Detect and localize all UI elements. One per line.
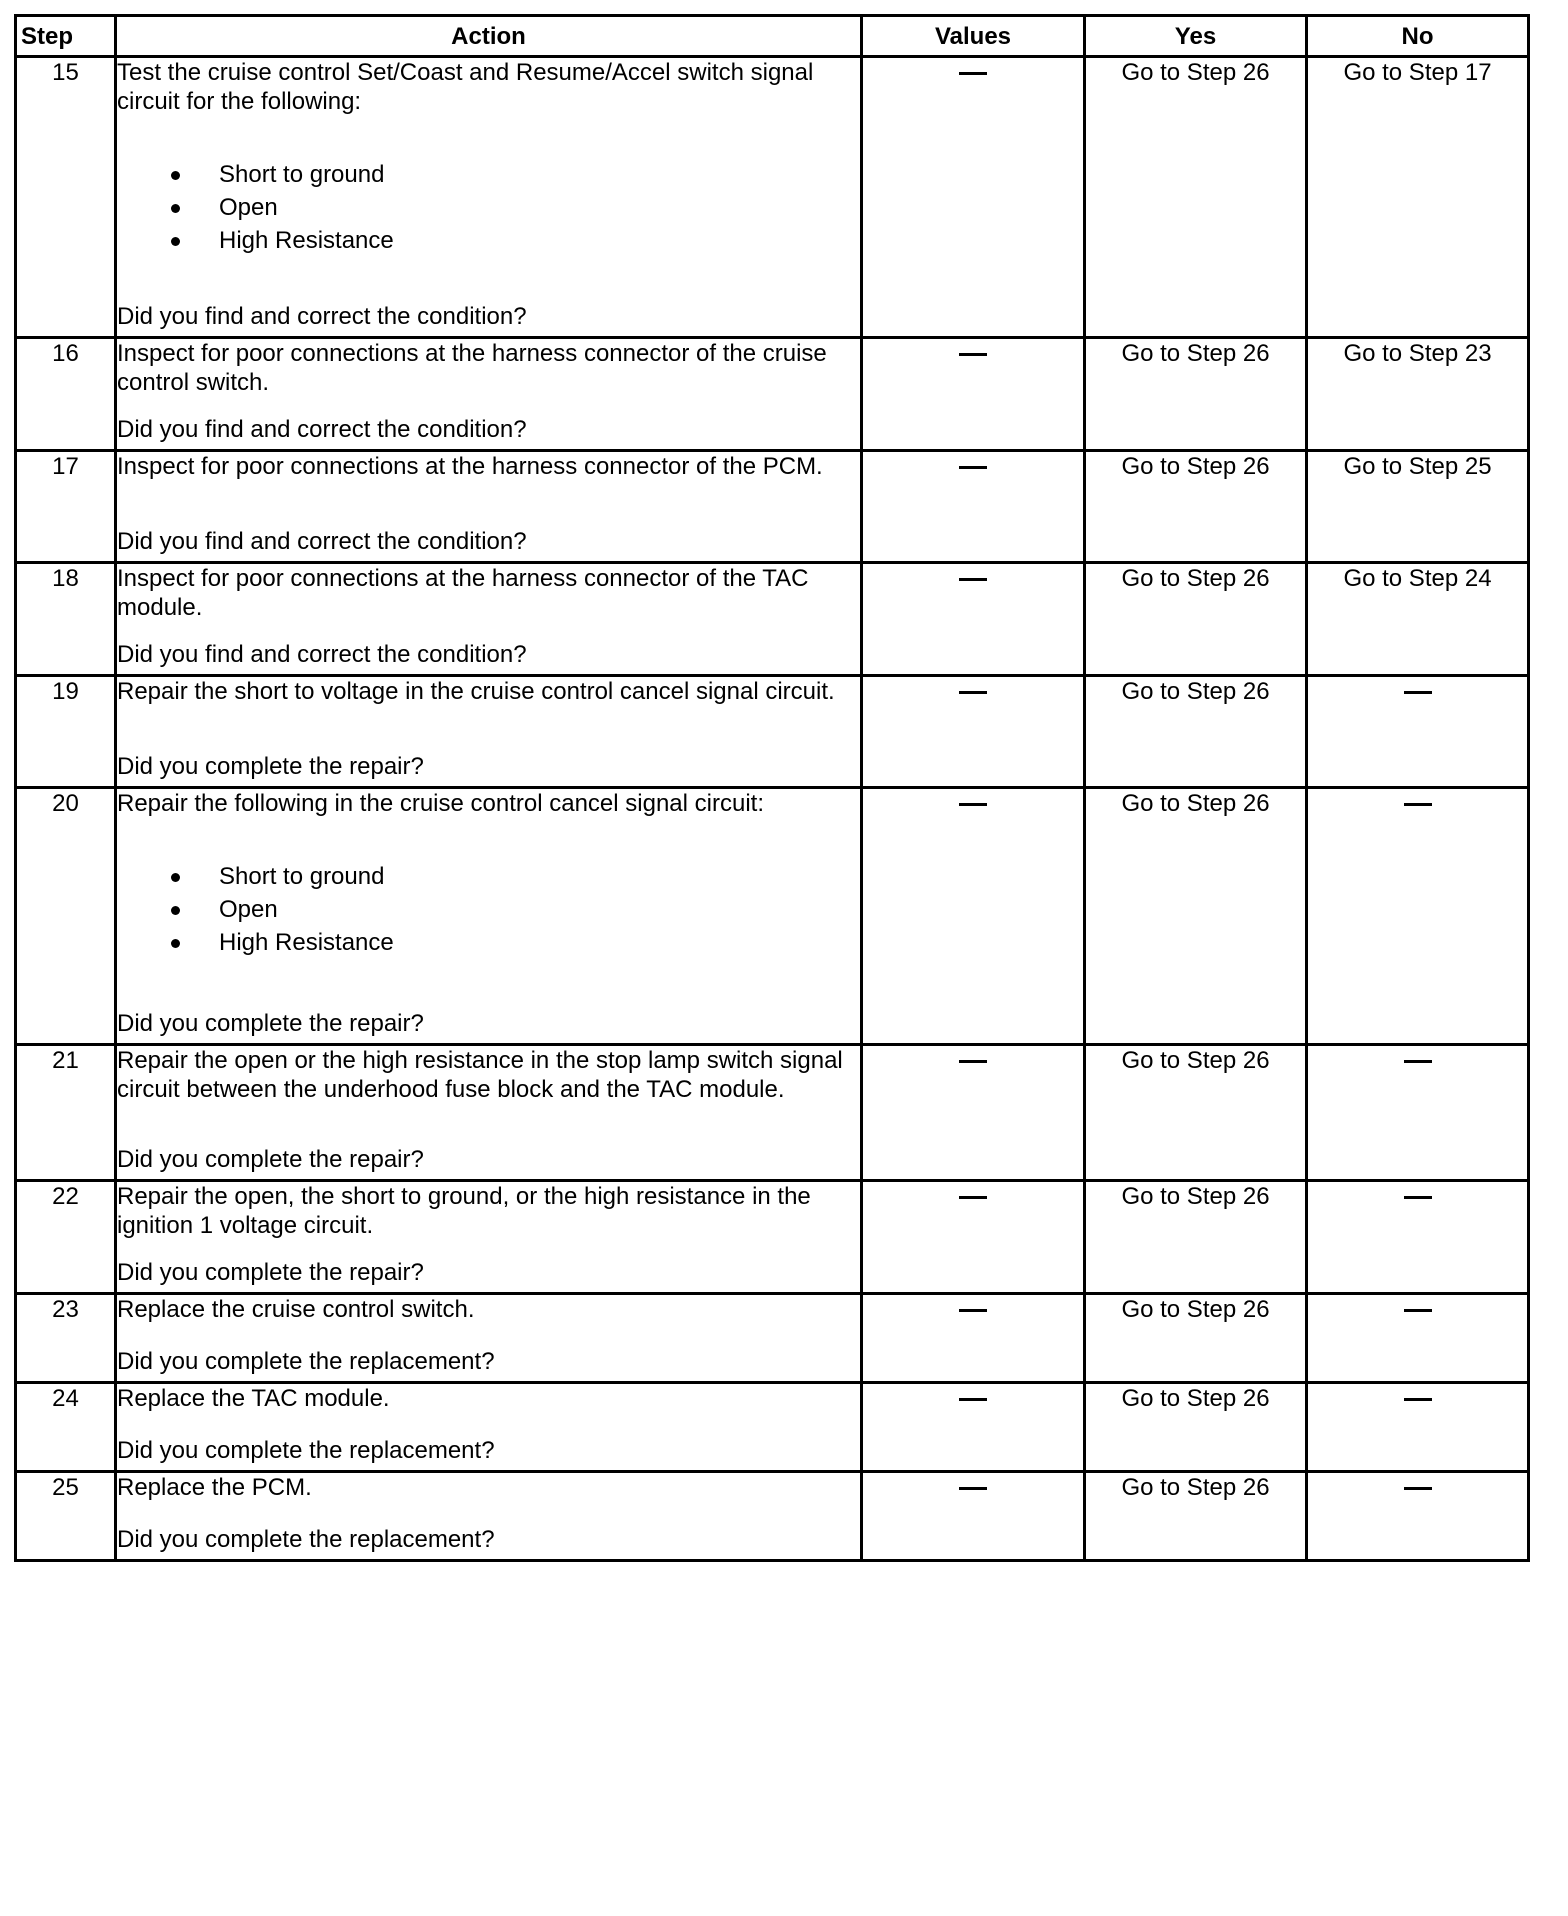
values-cell	[862, 1383, 1085, 1472]
yes-link-text: Go to Step 26	[1121, 790, 1270, 817]
no-link-text	[1404, 803, 1432, 806]
table-row	[16, 1181, 1529, 1294]
list-item: Open	[219, 191, 860, 224]
no-cell	[1307, 676, 1529, 788]
action-cell	[116, 1383, 862, 1472]
action-text: Repair the short to voltage in the cruise control cancel signal circuit.	[117, 678, 835, 705]
step-cell	[16, 451, 116, 563]
action-instructions	[117, 1473, 860, 1502]
values-text	[959, 466, 987, 469]
step-number: 17	[52, 453, 79, 480]
no-link-text	[1404, 1487, 1432, 1490]
action-content	[117, 1182, 860, 1287]
action-instructions	[117, 789, 860, 959]
header-action: Action	[116, 16, 862, 57]
action-text: Repair the open, the short to ground, or the high resistance in the ignition 1 voltage circuit.	[117, 1183, 811, 1239]
yes-link-text: Go to Step 26	[1121, 1296, 1270, 1323]
action-question: Did you complete the repair?	[117, 1259, 424, 1286]
table-row	[16, 1472, 1529, 1561]
no-link-text: Go to Step 17	[1343, 59, 1492, 86]
step-cell	[16, 1045, 116, 1181]
yes-link-text: Go to Step 26	[1121, 340, 1270, 367]
step-cell	[16, 1294, 116, 1383]
action-instructions	[117, 1046, 860, 1104]
action-cell	[116, 563, 862, 676]
list-item: High Resistance	[219, 926, 860, 959]
header-yes: Yes	[1085, 16, 1307, 57]
action-text: Replace the cruise control switch.	[117, 1296, 475, 1323]
action-text: Inspect for poor connections at the harness connector of the cruise control switch.	[117, 340, 827, 396]
no-cell	[1307, 563, 1529, 676]
no-link-text	[1404, 691, 1432, 694]
action-question: Did you complete the repair?	[117, 1146, 424, 1173]
yes-cell	[1085, 57, 1307, 338]
yes-link-text: Go to Step 26	[1121, 565, 1270, 592]
step-number: 15	[52, 59, 79, 86]
action-cell	[116, 338, 862, 451]
action-content	[117, 564, 860, 669]
step-cell	[16, 1472, 116, 1561]
table-row	[16, 57, 1529, 338]
action-cell	[116, 451, 862, 563]
step-cell	[16, 563, 116, 676]
table-row	[16, 563, 1529, 676]
action-content	[117, 1046, 860, 1174]
action-content	[117, 1473, 860, 1554]
step-cell	[16, 57, 116, 338]
no-cell	[1307, 57, 1529, 338]
header-values: Values	[862, 16, 1085, 57]
table-row	[16, 1294, 1529, 1383]
table-header-row	[16, 16, 1529, 57]
action-content	[117, 789, 860, 1038]
values-cell	[862, 338, 1085, 451]
values-cell	[862, 451, 1085, 563]
no-cell	[1307, 1045, 1529, 1181]
step-cell	[16, 788, 116, 1045]
values-text	[959, 1196, 987, 1199]
values-text	[959, 353, 987, 356]
yes-cell	[1085, 1472, 1307, 1561]
action-instructions	[117, 1295, 860, 1324]
action-instructions	[117, 677, 860, 706]
yes-cell	[1085, 451, 1307, 563]
action-text: Repair the open or the high resistance in the stop lamp switch signal circuit between the underhood fuse block and the TAC module.	[117, 1047, 843, 1103]
action-cell	[116, 1181, 862, 1294]
no-cell	[1307, 338, 1529, 451]
action-question: Did you find and correct the condition?	[117, 641, 527, 668]
values-text	[959, 803, 987, 806]
action-content	[117, 452, 860, 556]
no-cell	[1307, 1181, 1529, 1294]
table-row	[16, 676, 1529, 788]
step-number: 19	[52, 678, 79, 705]
no-link-text: Go to Step 25	[1343, 453, 1492, 480]
action-instructions	[117, 564, 860, 622]
yes-cell	[1085, 338, 1307, 451]
action-question: Did you find and correct the condition?	[117, 528, 527, 555]
list-item: Short to ground	[219, 158, 860, 191]
action-cell	[116, 1294, 862, 1383]
yes-cell	[1085, 788, 1307, 1045]
no-link-text	[1404, 1060, 1432, 1063]
values-cell	[862, 676, 1085, 788]
no-link-text: Go to Step 23	[1343, 340, 1492, 367]
step-number: 21	[52, 1047, 79, 1074]
action-instructions	[117, 58, 860, 257]
step-number: 24	[52, 1385, 79, 1412]
no-cell	[1307, 1383, 1529, 1472]
values-text	[959, 1487, 987, 1490]
values-text	[959, 1060, 987, 1063]
step-number: 23	[52, 1296, 79, 1323]
yes-cell	[1085, 563, 1307, 676]
yes-link-text: Go to Step 26	[1121, 1474, 1270, 1501]
header-step: Step	[16, 16, 116, 57]
action-cell	[116, 676, 862, 788]
step-cell	[16, 676, 116, 788]
action-question: Did you find and correct the condition?	[117, 303, 527, 330]
action-text: Replace the PCM.	[117, 1474, 312, 1501]
yes-link-text: Go to Step 26	[1121, 453, 1270, 480]
action-question: Did you find and correct the condition?	[117, 416, 527, 443]
action-text: Inspect for poor connections at the harness connector of the TAC module.	[117, 565, 809, 621]
action-question: Did you complete the replacement?	[117, 1348, 495, 1375]
action-cell	[116, 1472, 862, 1561]
action-question: Did you complete the replacement?	[117, 1526, 495, 1553]
yes-cell	[1085, 676, 1307, 788]
no-cell	[1307, 451, 1529, 563]
values-cell	[862, 563, 1085, 676]
yes-link-text: Go to Step 26	[1121, 1047, 1270, 1074]
action-text: Inspect for poor connections at the harness connector of the PCM.	[117, 453, 823, 480]
action-instructions	[117, 452, 860, 481]
step-number: 25	[52, 1474, 79, 1501]
yes-link-text: Go to Step 26	[1121, 1385, 1270, 1412]
step-cell	[16, 1181, 116, 1294]
action-content	[117, 58, 860, 331]
table-row	[16, 1383, 1529, 1472]
no-cell	[1307, 788, 1529, 1045]
action-text: Test the cruise control Set/Coast and Resume/Accel switch signal circuit for the following:	[117, 59, 814, 115]
yes-cell	[1085, 1045, 1307, 1181]
yes-link-text: Go to Step 26	[1121, 59, 1270, 86]
action-question: Did you complete the repair?	[117, 1010, 424, 1037]
list-item: Open	[219, 893, 860, 926]
action-cell	[116, 788, 862, 1045]
table-body	[16, 57, 1529, 1561]
table-row	[16, 1045, 1529, 1181]
action-content	[117, 339, 860, 444]
no-link-text: Go to Step 24	[1343, 565, 1492, 592]
table-row	[16, 338, 1529, 451]
action-content	[117, 1384, 860, 1465]
diagnostic-table	[14, 14, 1530, 1562]
no-cell	[1307, 1472, 1529, 1561]
values-cell	[862, 1472, 1085, 1561]
yes-link-text: Go to Step 26	[1121, 678, 1270, 705]
action-content	[117, 677, 860, 781]
step-number: 20	[52, 790, 79, 817]
values-cell	[862, 1045, 1085, 1181]
header-no: No	[1307, 16, 1529, 57]
no-link-text	[1404, 1309, 1432, 1312]
values-cell	[862, 788, 1085, 1045]
values-cell	[862, 1294, 1085, 1383]
list-item: High Resistance	[219, 224, 860, 257]
yes-link-text: Go to Step 26	[1121, 1183, 1270, 1210]
condition-list	[117, 158, 860, 257]
diagnostic-table-container	[14, 14, 1530, 1562]
values-text	[959, 1309, 987, 1312]
table-row	[16, 451, 1529, 563]
action-text: Repair the following in the cruise control cancel signal circuit:	[117, 790, 764, 817]
action-instructions	[117, 1182, 860, 1240]
no-link-text	[1404, 1398, 1432, 1401]
action-question: Did you complete the repair?	[117, 753, 424, 780]
step-number: 18	[52, 565, 79, 592]
action-instructions	[117, 1384, 860, 1413]
action-content	[117, 1295, 860, 1376]
table-row	[16, 788, 1529, 1045]
values-text	[959, 72, 987, 75]
list-item: Short to ground	[219, 860, 860, 893]
yes-cell	[1085, 1294, 1307, 1383]
values-text	[959, 691, 987, 694]
values-text	[959, 1398, 987, 1401]
action-question: Did you complete the replacement?	[117, 1437, 495, 1464]
step-number: 16	[52, 340, 79, 367]
step-cell	[16, 338, 116, 451]
condition-list	[117, 860, 860, 959]
action-cell	[116, 57, 862, 338]
no-cell	[1307, 1294, 1529, 1383]
yes-cell	[1085, 1383, 1307, 1472]
values-cell	[862, 57, 1085, 338]
action-cell	[116, 1045, 862, 1181]
yes-cell	[1085, 1181, 1307, 1294]
values-text	[959, 578, 987, 581]
no-link-text	[1404, 1196, 1432, 1199]
values-cell	[862, 1181, 1085, 1294]
step-number: 22	[52, 1183, 79, 1210]
step-cell	[16, 1383, 116, 1472]
action-instructions	[117, 339, 860, 397]
action-text: Replace the TAC module.	[117, 1385, 390, 1412]
